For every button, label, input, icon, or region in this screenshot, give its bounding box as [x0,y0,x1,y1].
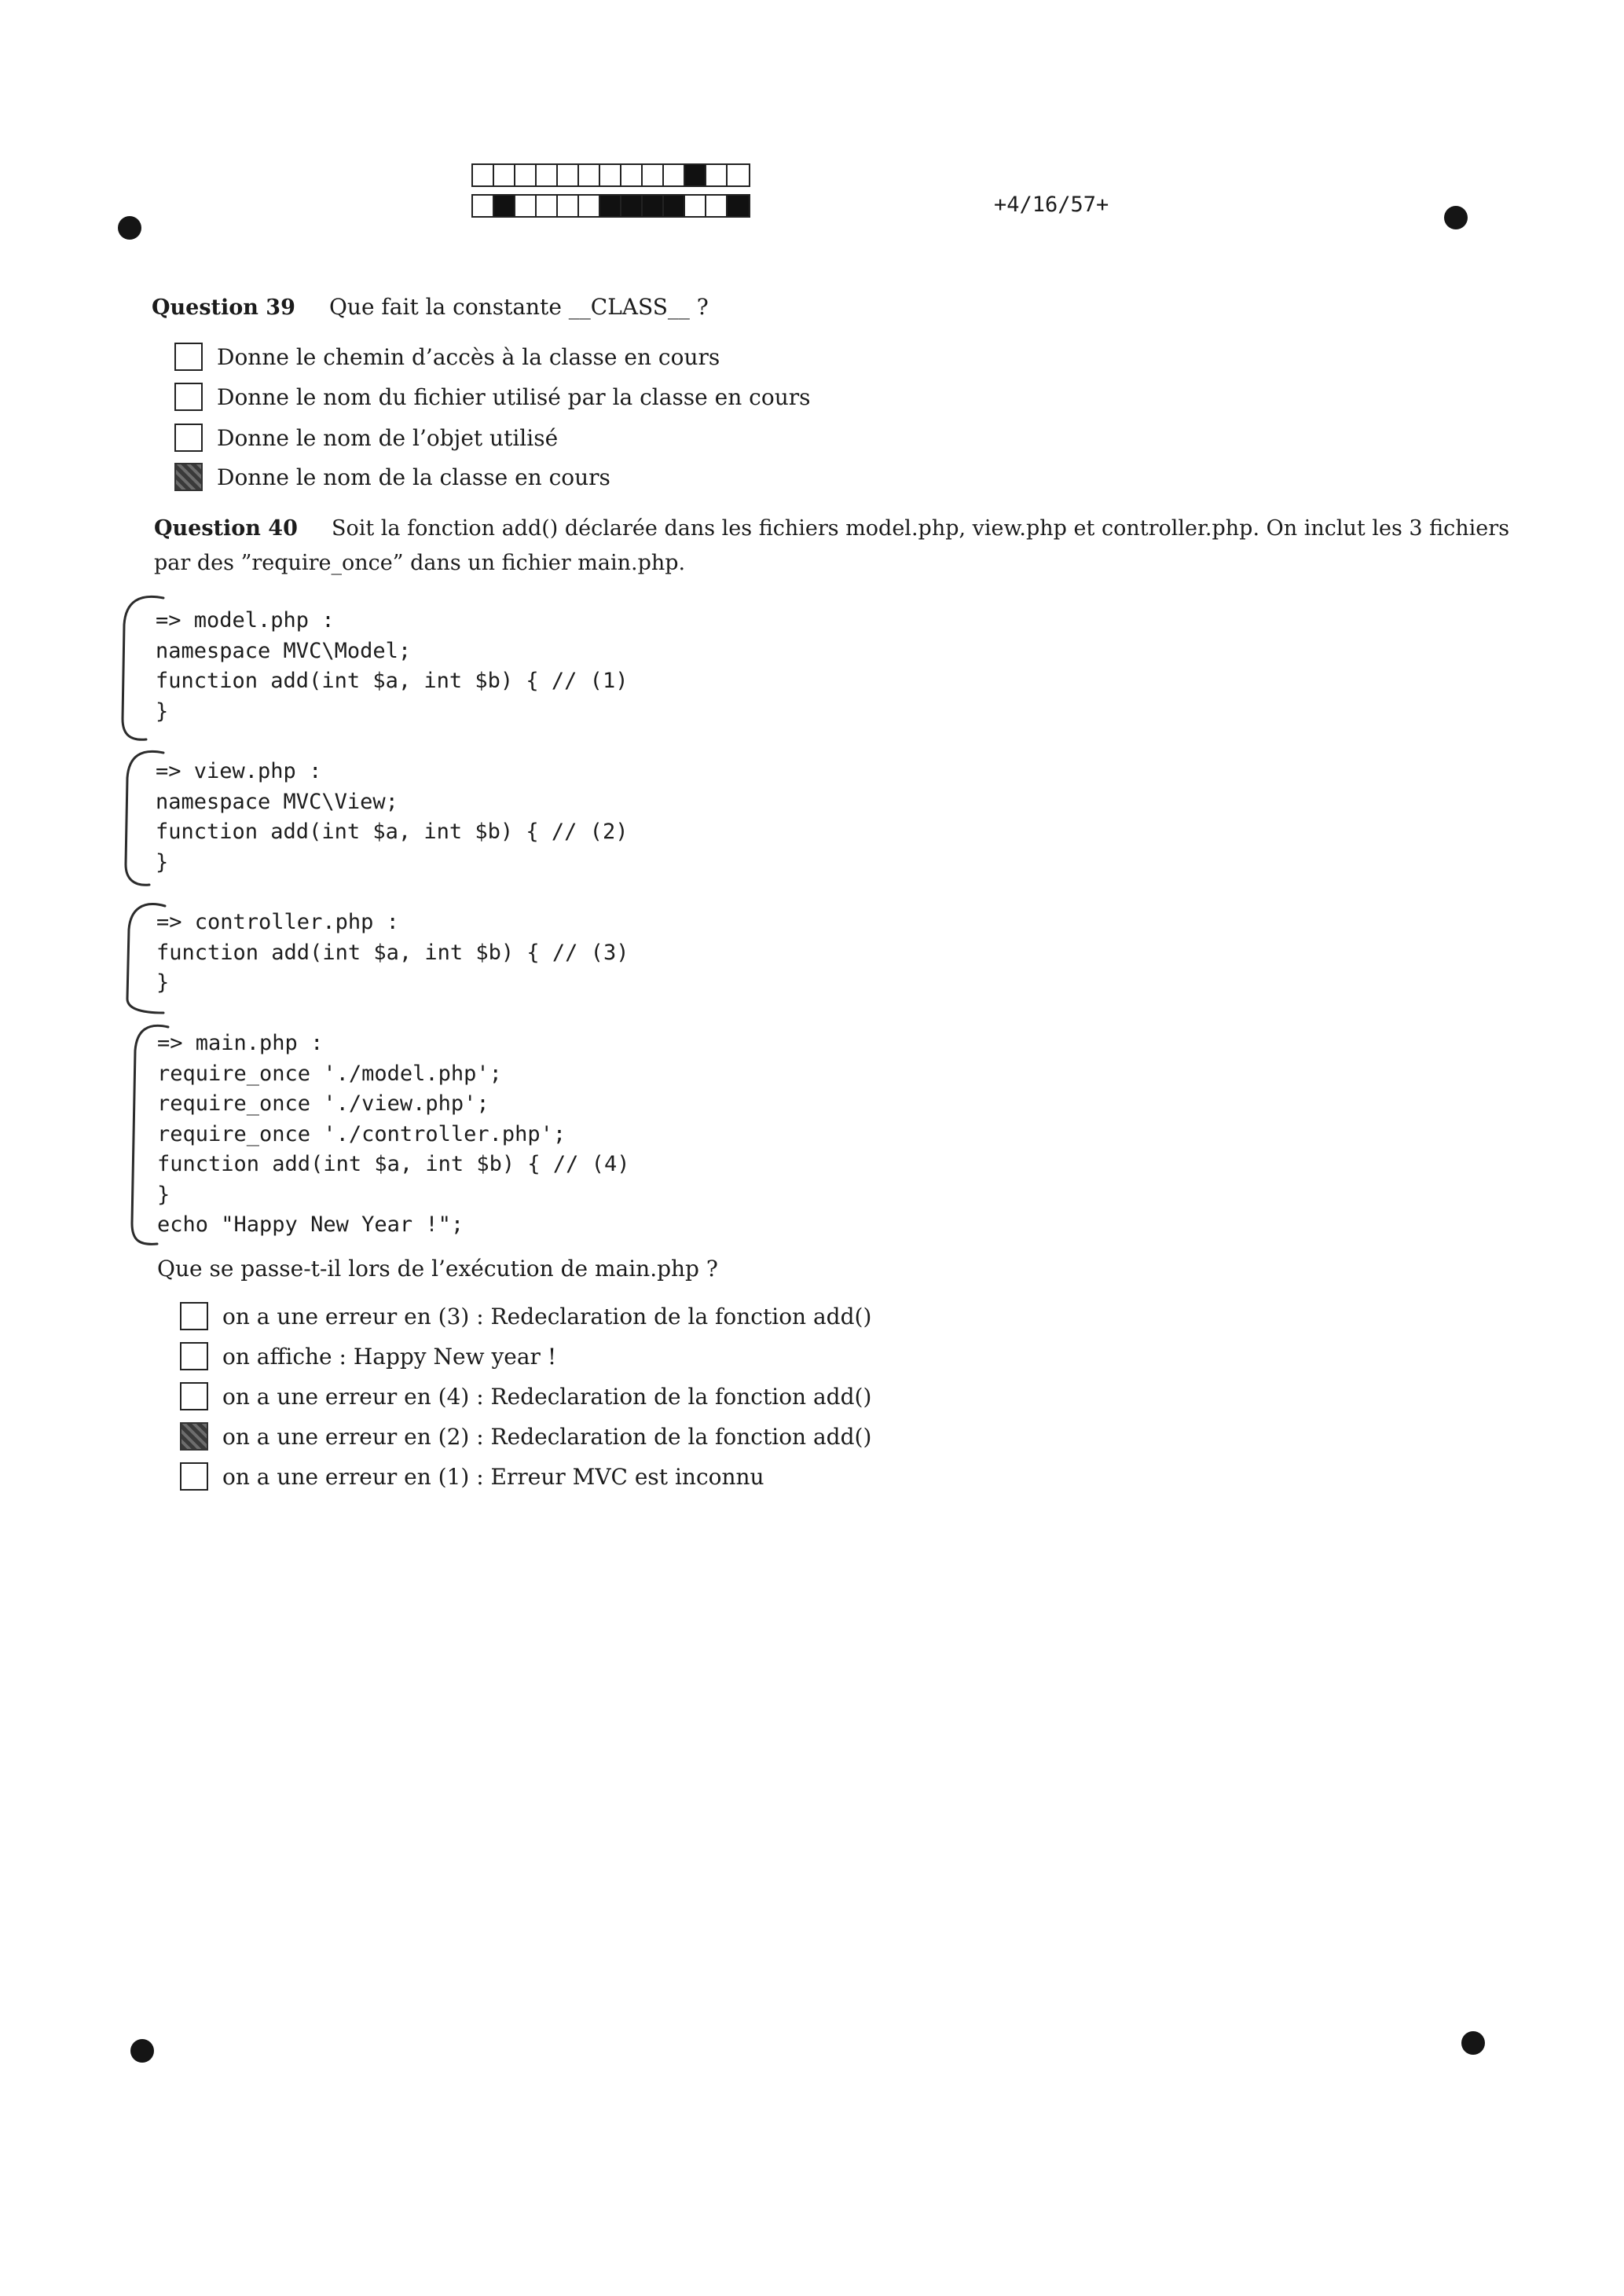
q40-option-4-checkbox[interactable] [180,1422,208,1451]
q39-option-2[interactable] [174,383,810,411]
q39-option-3-label: Donne le nom de l’objet utilisé [217,424,559,451]
id-grid-row-2 [471,194,750,218]
id-grid-cell [515,165,537,185]
q39-option-1-checkbox[interactable] [174,343,203,371]
q39-option-4-label: Donne le nom de la classe en cours [217,464,610,490]
q40-option-3[interactable] [180,1382,871,1410]
id-grid-cell [685,165,706,185]
handwritten-brace-view [108,746,171,896]
handwritten-brace-model [108,593,171,750]
id-grid-cell [494,196,515,216]
question-39-number: Question 39 [152,295,295,320]
id-grid-cell [706,165,728,185]
id-grid-cell [579,165,600,185]
question-39-header [152,294,709,320]
code-controller-php: => controller.php : function add(int $a, int $b) { // (3) } [156,910,629,995]
q39-option-4-checkbox[interactable] [174,463,203,491]
registration-mark-top-right [1444,206,1468,229]
q40-option-5[interactable] [180,1462,764,1491]
id-grid-cell [664,196,685,216]
q40-option-3-label: on a une erreur en (4) : Redeclaration de la fonction add() [222,1383,872,1410]
q40-option-5-label: on a une erreur en (1) : Erreur MVC est inconnu [222,1463,764,1490]
id-grid-cell [600,196,621,216]
registration-mark-bottom-right [1461,2031,1485,2055]
handwritten-brace-controller [108,898,171,1024]
question-40-text-line-1: Soit la fonction add() déclarée dans les fichiers model.php, view.php et controller.php. On inclut les 3 fichiers [331,516,1510,541]
q39-option-2-label: Donne le nom du fichier utilisé par la classe en cours [217,383,811,410]
id-grid-cell [685,196,706,216]
q40-option-5-checkbox[interactable] [180,1462,208,1491]
q40-option-1-checkbox[interactable] [180,1302,208,1330]
code-view-php: => view.php : namespace MVC\View; function add(int $a, int $b) { // (2) } [156,759,629,875]
registration-mark-bottom-left [130,2039,154,2063]
id-grid-cell [579,196,600,216]
id-grid-cell [621,165,643,185]
q39-option-3[interactable] [174,424,558,452]
id-grid-cell [537,165,558,185]
id-grid-row-1 [471,163,750,187]
q39-option-1[interactable] [174,343,720,371]
id-grid-cell [473,196,494,216]
q40-option-3-checkbox[interactable] [180,1382,208,1410]
id-grid-cell [558,196,579,216]
q40-option-4-label: on a une erreur en (2) : Redeclaration de la fonction add() [222,1423,872,1450]
q40-option-1-label: on a une erreur en (3) : Redeclaration de la fonction add() [222,1303,872,1330]
q40-option-2-label: on affiche : Happy New year ! [222,1343,557,1370]
code-model-php: => model.php : namespace MVC\Model; function add(int $a, int $b) { // (1) } [156,608,629,724]
id-grid-cell [621,196,643,216]
question-40-prompt: Que se passe-t-il lors de l’exécution de main.php ? [157,1256,718,1282]
id-grid-cell [664,165,685,185]
registration-mark-top-left [118,216,141,240]
q39-option-2-checkbox[interactable] [174,383,203,411]
id-grid-cell [537,196,558,216]
q39-option-1-label: Donne le chemin d’accès à la classe en cours [217,343,720,370]
id-grid-cell [600,165,621,185]
q40-option-2-checkbox[interactable] [180,1342,208,1370]
q39-option-4[interactable] [174,463,610,491]
q40-option-4[interactable] [180,1422,871,1451]
question-40-number: Question 40 [154,516,298,541]
id-grid-cell [728,196,749,216]
id-grid-cell [558,165,579,185]
id-grid-cell [494,165,515,185]
handwritten-brace-main [118,1019,181,1255]
id-grid-cell [515,196,537,216]
id-grid-cell [643,165,664,185]
question-40-text-line-2: par des ”require_once” dans un fichier main.php. [154,551,686,575]
page-code: +4/16/57+ [994,193,1109,217]
id-grid-cell [473,165,494,185]
q40-option-1[interactable] [180,1302,871,1330]
q39-option-3-checkbox[interactable] [174,424,203,452]
id-grid-cell [706,196,728,216]
question-40-header [154,516,1509,541]
question-39-text: Que fait la constante __CLASS__ ? [328,294,709,320]
q40-option-2[interactable] [180,1342,556,1370]
code-main-php: => main.php : require_once './model.php'; require_once './view.php'; require_once './controller.php'; function add(int $a, int $b) { // (4) } echo "Happy New Year !"; [157,1031,630,1237]
id-grid-cell [643,196,664,216]
id-grid-cell [728,165,749,185]
